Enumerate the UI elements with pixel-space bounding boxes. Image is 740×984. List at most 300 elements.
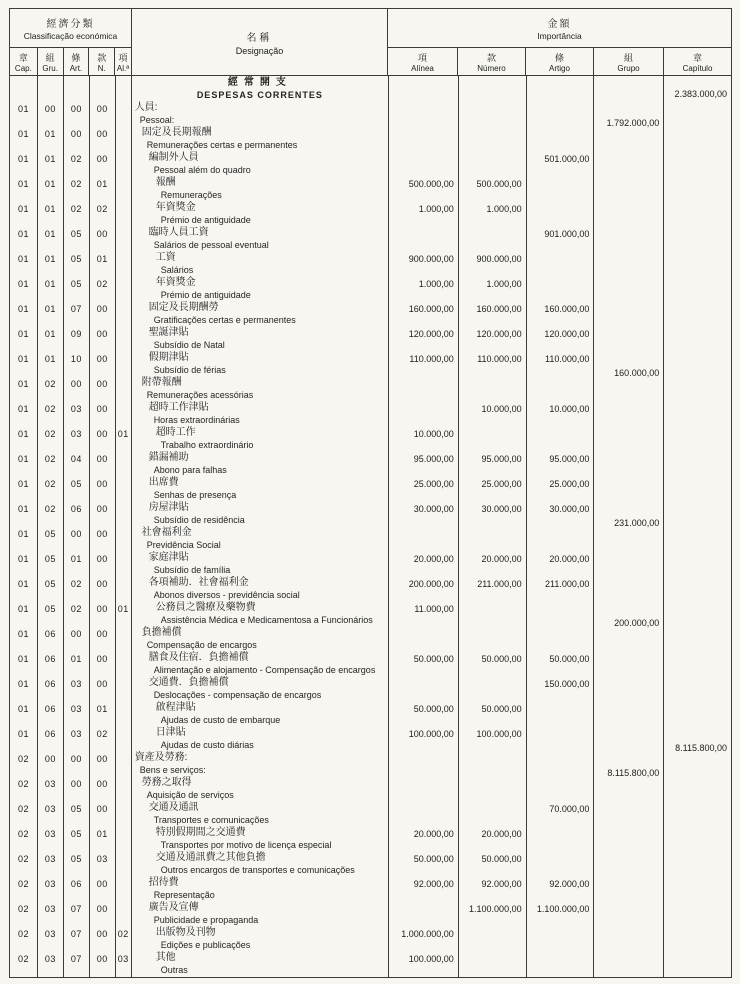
amount-numero-cell: 10.000,00: [459, 401, 527, 426]
header-classification-group: [10, 9, 132, 75]
code-n-cell: 02: [90, 276, 116, 301]
table-filler-row: [10, 976, 731, 977]
amount-artigo-cell: [527, 426, 595, 451]
amount-capitulo-cell: [664, 451, 731, 476]
code-gru-cell: 01: [38, 126, 64, 151]
header-amount-subcols: [388, 48, 731, 75]
code-art-cell: 03: [64, 426, 90, 451]
code-n-cell: 00: [90, 301, 116, 326]
code-al-cell: [116, 526, 132, 551]
code-n-cell: 00: [90, 801, 116, 826]
amount-grupo-cell: [594, 701, 664, 726]
code-al-cell: [116, 351, 132, 376]
header-col-cap: [10, 48, 38, 75]
table-row: [10, 251, 731, 276]
code-n-cell: 00: [90, 551, 116, 576]
designation-zh: 資產及勞務:: [134, 752, 188, 763]
amount-alinea-cell: 10.000,00: [389, 426, 459, 451]
code-n-cell: 00: [90, 776, 116, 801]
amount-alinea-cell: 95.000,00: [389, 451, 459, 476]
code-al-cell: [116, 276, 132, 301]
designation-cell: [132, 751, 389, 776]
designation-zh: 聖誕津貼: [148, 327, 189, 338]
code-al-cell: [116, 451, 132, 476]
amount-alinea-cell: [389, 226, 459, 251]
designation-zh: 公務員之醫療及藥物費: [155, 602, 256, 613]
designation-pt: Senhas de presença: [153, 489, 237, 500]
designation-zh: 假期津貼: [148, 352, 189, 363]
designation-cell: [132, 801, 389, 826]
amount-alinea-cell: 500.000,00: [389, 176, 459, 201]
designation-zh: 工資: [155, 252, 176, 263]
designation-cell: [132, 76, 389, 101]
amount-grupo-cell: [594, 251, 664, 276]
code-n-cell: 00: [90, 326, 116, 351]
code-gru-cell: 06: [38, 676, 64, 701]
code-al-cell: [116, 776, 132, 801]
designation-cell: [132, 476, 389, 501]
designation-zh: 其他: [155, 952, 176, 963]
amount-artigo-cell: 501.000,00: [527, 151, 595, 176]
code-art-cell: 07: [64, 951, 90, 976]
header-designation: [132, 9, 388, 75]
designation-pt: Subsídio de Natal: [153, 339, 225, 350]
designation-pt: Gratificações certas e permanentes: [153, 314, 296, 325]
amount-capitulo-cell: [664, 176, 731, 201]
amount-alinea-cell: 20.000,00: [389, 551, 459, 576]
code-art-cell: [64, 76, 90, 101]
designation-cell: [132, 276, 389, 301]
designation-cell: [132, 626, 389, 651]
code-cap-cell: 01: [10, 151, 38, 176]
amount-alinea-cell: [389, 76, 459, 101]
header-col-art: [64, 48, 90, 75]
code-n-cell: 01: [90, 176, 116, 201]
designation-pt: Salários: [160, 264, 194, 275]
amount-artigo-cell: [527, 926, 595, 951]
code-al-cell: [116, 176, 132, 201]
code-art-cell: 03: [64, 401, 90, 426]
table-row: [10, 476, 731, 501]
code-gru-cell: 06: [38, 651, 64, 676]
code-al-cell: [116, 576, 132, 601]
amount-grupo-cell: 160.000,00: [594, 376, 664, 401]
amount-artigo-cell: [527, 826, 595, 851]
designation-cell: [132, 251, 389, 276]
designation-pt: Remunerações: [160, 189, 222, 200]
designation-cell: [132, 951, 389, 976]
code-art-cell: 02: [64, 601, 90, 626]
header-col-artigo-pt: Artigo: [549, 63, 570, 73]
code-al-cell: [116, 626, 132, 651]
amount-artigo-cell: 95.000,00: [527, 451, 595, 476]
designation-zh: 招待費: [148, 877, 179, 888]
header-col-artigo-zh: 條: [554, 52, 564, 63]
designation-zh: 固定及長期酬勞: [148, 302, 219, 313]
table-row: [10, 801, 731, 826]
amount-numero-cell: [459, 226, 527, 251]
amount-grupo-cell: [594, 926, 664, 951]
code-n-cell: 00: [90, 676, 116, 701]
table-row: [10, 451, 731, 476]
code-gru-cell: 02: [38, 426, 64, 451]
code-al-cell: [116, 551, 132, 576]
header-classification-subcols: [10, 48, 131, 75]
designation-zh: 社會福利金: [141, 527, 192, 538]
designation-zh: 編制外人員: [148, 152, 199, 163]
amount-grupo-cell: [594, 301, 664, 326]
code-al-cell: [116, 376, 132, 401]
header-col-artigo: [526, 48, 594, 75]
amount-capitulo-cell: [664, 401, 731, 426]
table-header: [10, 9, 731, 76]
amount-alinea-cell: [389, 751, 459, 776]
designation-pt: Abono para falhas: [153, 464, 227, 475]
code-cap-cell: 02: [10, 926, 38, 951]
code-n-cell: 00: [90, 651, 116, 676]
amount-alinea-cell: 110.000,00: [389, 351, 459, 376]
code-gru-cell: 00: [38, 101, 64, 126]
amount-numero-cell: 92.000,00: [459, 876, 527, 901]
amount-grupo-cell: [594, 276, 664, 301]
table-row: [10, 301, 731, 326]
amount-capitulo-cell: [664, 701, 731, 726]
amount-grupo-cell: [594, 551, 664, 576]
amount-capitulo-cell: [664, 776, 731, 801]
code-gru-cell: 02: [38, 501, 64, 526]
code-art-cell: 00: [64, 101, 90, 126]
amount-grupo-cell: [594, 401, 664, 426]
code-cap-cell: 01: [10, 126, 38, 151]
designation-pt: Pessoal:: [139, 114, 175, 125]
code-al-cell: [116, 226, 132, 251]
designation-cell: [132, 601, 389, 626]
code-al-cell: 01: [116, 601, 132, 626]
amount-alinea-cell: [389, 151, 459, 176]
table-row: [10, 851, 731, 876]
code-art-cell: 05: [64, 826, 90, 851]
code-al-cell: [116, 651, 132, 676]
amount-numero-cell: 30.000,00: [459, 501, 527, 526]
code-gru-cell: 03: [38, 776, 64, 801]
amount-numero-cell: [459, 376, 527, 401]
amount-grupo-cell: 8.115.800,00: [594, 776, 664, 801]
header-col-capitulo: [664, 48, 731, 75]
amount-grupo-cell: [594, 201, 664, 226]
code-gru-cell: 05: [38, 526, 64, 551]
designation-zh: 廣告及宣傳: [148, 902, 199, 913]
header-col-numero-pt: Número: [477, 63, 506, 73]
amount-alinea-cell: 20.000,00: [389, 826, 459, 851]
amount-numero-cell: [459, 426, 527, 451]
code-n-cell: 00: [90, 751, 116, 776]
code-al-cell: [116, 726, 132, 751]
table-row: [10, 76, 731, 101]
table-row: [10, 676, 731, 701]
code-al-cell: [116, 126, 132, 151]
header-col-numero-zh: 款: [486, 52, 496, 63]
code-al-cell: 01: [116, 426, 132, 451]
code-art-cell: 02: [64, 176, 90, 201]
code-art-cell: 05: [64, 851, 90, 876]
designation-pt: Representação: [153, 889, 215, 900]
code-n-cell: 02: [90, 201, 116, 226]
amount-alinea-cell: 160.000,00: [389, 301, 459, 326]
amount-numero-cell: 25.000,00: [459, 476, 527, 501]
amount-alinea-cell: [389, 676, 459, 701]
code-art-cell: 00: [64, 626, 90, 651]
code-n-cell: 00: [90, 476, 116, 501]
header-col-n-pt: N.: [97, 63, 106, 73]
code-cap-cell: 01: [10, 551, 38, 576]
designation-pt: Subsídio de família: [153, 564, 231, 575]
code-cap-cell: 01: [10, 426, 38, 451]
amount-numero-cell: 110.000,00: [459, 351, 527, 376]
designation-cell: [132, 776, 389, 801]
code-cap-cell: 01: [10, 351, 38, 376]
code-cap-cell: 02: [10, 901, 38, 926]
code-gru-cell: 02: [38, 476, 64, 501]
amount-artigo-cell: [527, 376, 595, 401]
amount-alinea-cell: [389, 801, 459, 826]
code-cap-cell: 01: [10, 401, 38, 426]
amount-grupo-cell: [594, 426, 664, 451]
amount-grupo-cell: [594, 901, 664, 926]
code-cap-cell: 01: [10, 476, 38, 501]
table-row: [10, 401, 731, 426]
table-row: [10, 901, 731, 926]
amount-alinea-cell: 30.000,00: [389, 501, 459, 526]
designation-pt: Compensação de encargos: [146, 639, 257, 650]
code-cap-cell: 02: [10, 776, 38, 801]
designation-cell: [132, 176, 389, 201]
designation-zh: 交通及通訊: [148, 802, 199, 813]
code-gru-cell: 03: [38, 901, 64, 926]
code-gru-cell: 03: [38, 826, 64, 851]
amount-numero-cell: [459, 751, 527, 776]
header-col-cap-zh: 章: [18, 52, 28, 63]
amount-artigo-cell: 211.000,00: [527, 576, 595, 601]
designation-pt: Deslocações - compensação de encargos: [153, 689, 322, 700]
header-classification-pt: Classificação económica: [23, 31, 118, 41]
designation-cell: [132, 726, 389, 751]
table-row: [10, 326, 731, 351]
amount-grupo-cell: [594, 476, 664, 501]
designation-zh: 經常開支: [227, 77, 292, 88]
code-gru-cell: 03: [38, 801, 64, 826]
header-amount-zh: 金額: [547, 19, 572, 30]
table-row: [10, 876, 731, 901]
designation-zh: 年資獎金: [155, 277, 196, 288]
header-amount-group: [388, 9, 731, 75]
amount-numero-cell: 160.000,00: [459, 301, 527, 326]
header-col-art-pt: Art.: [69, 63, 83, 73]
table-body: [10, 76, 731, 977]
amount-artigo-cell: 150.000,00: [527, 676, 595, 701]
header-col-gru-zh: 組: [45, 52, 55, 63]
header-col-al-zh: 項: [118, 52, 128, 63]
code-cap-cell: 01: [10, 726, 38, 751]
designation-cell: [132, 501, 389, 526]
amount-capitulo-cell: [664, 501, 731, 526]
designation-pt: Aquisição de serviços: [146, 789, 234, 800]
code-al-cell: [116, 801, 132, 826]
code-cap-cell: 01: [10, 526, 38, 551]
header-amount: [388, 9, 731, 48]
designation-pt: Assistência Médica e Medicamentosa a Funcionários: [160, 614, 373, 625]
code-gru-cell: 01: [38, 151, 64, 176]
amount-capitulo-cell: [664, 901, 731, 926]
code-art-cell: 01: [64, 651, 90, 676]
table-row: [10, 176, 731, 201]
header-col-gru: [38, 48, 64, 75]
designation-cell: [132, 651, 389, 676]
amount-numero-cell: 500.000,00: [459, 176, 527, 201]
code-art-cell: 05: [64, 801, 90, 826]
designation-zh: 固定及長期報酬: [141, 127, 212, 138]
designation-cell: [132, 451, 389, 476]
amount-capitulo-cell: [664, 101, 731, 126]
amount-alinea-cell: 1.000,00: [389, 201, 459, 226]
code-al-cell: [116, 476, 132, 501]
code-n-cell: 00: [90, 451, 116, 476]
header-col-art-zh: 條: [71, 52, 81, 63]
amount-numero-cell: [459, 676, 527, 701]
amount-artigo-cell: 20.000,00: [527, 551, 595, 576]
code-gru-cell: 02: [38, 401, 64, 426]
code-cap-cell: 02: [10, 951, 38, 976]
code-n-cell: 00: [90, 376, 116, 401]
code-al-cell: [116, 251, 132, 276]
code-gru-cell: 06: [38, 726, 64, 751]
amount-alinea-cell: [389, 401, 459, 426]
amount-alinea-cell: 50.000,00: [389, 851, 459, 876]
code-cap-cell: 02: [10, 751, 38, 776]
code-art-cell: 07: [64, 926, 90, 951]
amount-numero-cell: 1.000,00: [459, 276, 527, 301]
code-cap-cell: 01: [10, 651, 38, 676]
amount-alinea-cell: 25.000,00: [389, 476, 459, 501]
table-row: [10, 551, 731, 576]
amount-artigo-cell: [527, 951, 595, 976]
amount-numero-cell: 20.000,00: [459, 551, 527, 576]
amount-capitulo-cell: [664, 326, 731, 351]
amount-capitulo-cell: 2.383.000,00: [674, 89, 728, 99]
designation-pt: Pessoal além do quadro: [153, 164, 251, 175]
amount-numero-cell: [459, 776, 527, 801]
amount-capitulo-cell: [664, 476, 731, 501]
code-n-cell: 00: [90, 351, 116, 376]
code-al-cell: [116, 326, 132, 351]
designation-zh: 人員:: [134, 102, 158, 113]
designation-cell: [132, 351, 389, 376]
designation-cell: [132, 676, 389, 701]
amount-artigo-cell: [527, 751, 595, 776]
designation-zh: 房屋津貼: [148, 502, 189, 513]
table-row: [10, 576, 731, 601]
code-art-cell: 02: [64, 201, 90, 226]
amount-capitulo-cell: 8.115.800,00: [675, 743, 728, 753]
amount-numero-cell: [459, 601, 527, 626]
amount-capitulo-cell: [664, 851, 731, 876]
filler-cell: [38, 976, 64, 977]
code-al-cell: [116, 751, 132, 776]
amount-capitulo-cell: [664, 151, 731, 176]
amount-capitulo-cell: [664, 801, 731, 826]
code-al-cell: [116, 876, 132, 901]
table-row: [10, 826, 731, 851]
designation-zh: 日津貼: [155, 727, 186, 738]
amount-grupo-cell: [594, 876, 664, 901]
designation-pt: Alimentação e alojamento - Compensação de encargos: [153, 664, 376, 675]
amount-artigo-cell: [527, 251, 595, 276]
code-gru-cell: 05: [38, 601, 64, 626]
budget-table: [9, 8, 732, 978]
amount-capitulo-cell: [664, 951, 731, 976]
code-cap-cell: 01: [10, 176, 38, 201]
designation-zh: 錯漏補助: [148, 452, 189, 463]
amount-artigo-cell: [527, 126, 595, 151]
amount-capitulo-cell: [664, 201, 731, 226]
amount-numero-cell: 900.000,00: [459, 251, 527, 276]
designation-cell: [132, 576, 389, 601]
amount-capitulo-cell: [664, 226, 731, 251]
code-cap-cell: 01: [10, 501, 38, 526]
designation-cell: [132, 851, 389, 876]
header-col-gru-pt: Gru.: [42, 63, 58, 73]
designation-cell: [132, 826, 389, 851]
code-cap-cell: 01: [10, 301, 38, 326]
code-art-cell: 06: [64, 876, 90, 901]
code-cap-cell: 02: [10, 826, 38, 851]
designation-cell: [132, 551, 389, 576]
designation-pt: Horas extraordinárias: [153, 414, 240, 425]
designation-pt: Outras: [160, 964, 188, 975]
code-al-cell: [116, 701, 132, 726]
code-art-cell: 07: [64, 901, 90, 926]
amount-alinea-cell: 50.000,00: [389, 651, 459, 676]
filler-cell: [664, 976, 731, 977]
code-art-cell: 01: [64, 551, 90, 576]
code-al-cell: [116, 201, 132, 226]
amount-grupo-cell: [594, 801, 664, 826]
code-art-cell: 00: [64, 751, 90, 776]
amount-artigo-cell: [527, 701, 595, 726]
designation-cell: [132, 126, 389, 151]
amount-alinea-cell: [389, 101, 459, 126]
amount-alinea-cell: 120.000,00: [389, 326, 459, 351]
designation-pt: Ajudas de custo de embarque: [160, 714, 281, 725]
header-col-alinea: [388, 48, 458, 75]
amount-numero-cell: 95.000,00: [459, 451, 527, 476]
code-n-cell: 00: [90, 426, 116, 451]
amount-alinea-cell: 900.000,00: [389, 251, 459, 276]
code-art-cell: 10: [64, 351, 90, 376]
code-gru-cell: 06: [38, 626, 64, 651]
amount-alinea-cell: [389, 626, 459, 651]
code-gru-cell: 01: [38, 226, 64, 251]
code-cap-cell: 02: [10, 876, 38, 901]
designation-cell: [132, 151, 389, 176]
code-gru-cell: 01: [38, 301, 64, 326]
code-gru-cell: [38, 76, 64, 101]
designation-cell: [132, 401, 389, 426]
amount-artigo-cell: 901.000,00: [527, 226, 595, 251]
amount-numero-cell: [459, 926, 527, 951]
designation-zh: 交通及通訊費之其他負擔: [155, 852, 266, 863]
amount-alinea-cell: 92.000,00: [389, 876, 459, 901]
designation-pt: Trabalho extraordinário: [160, 439, 254, 450]
